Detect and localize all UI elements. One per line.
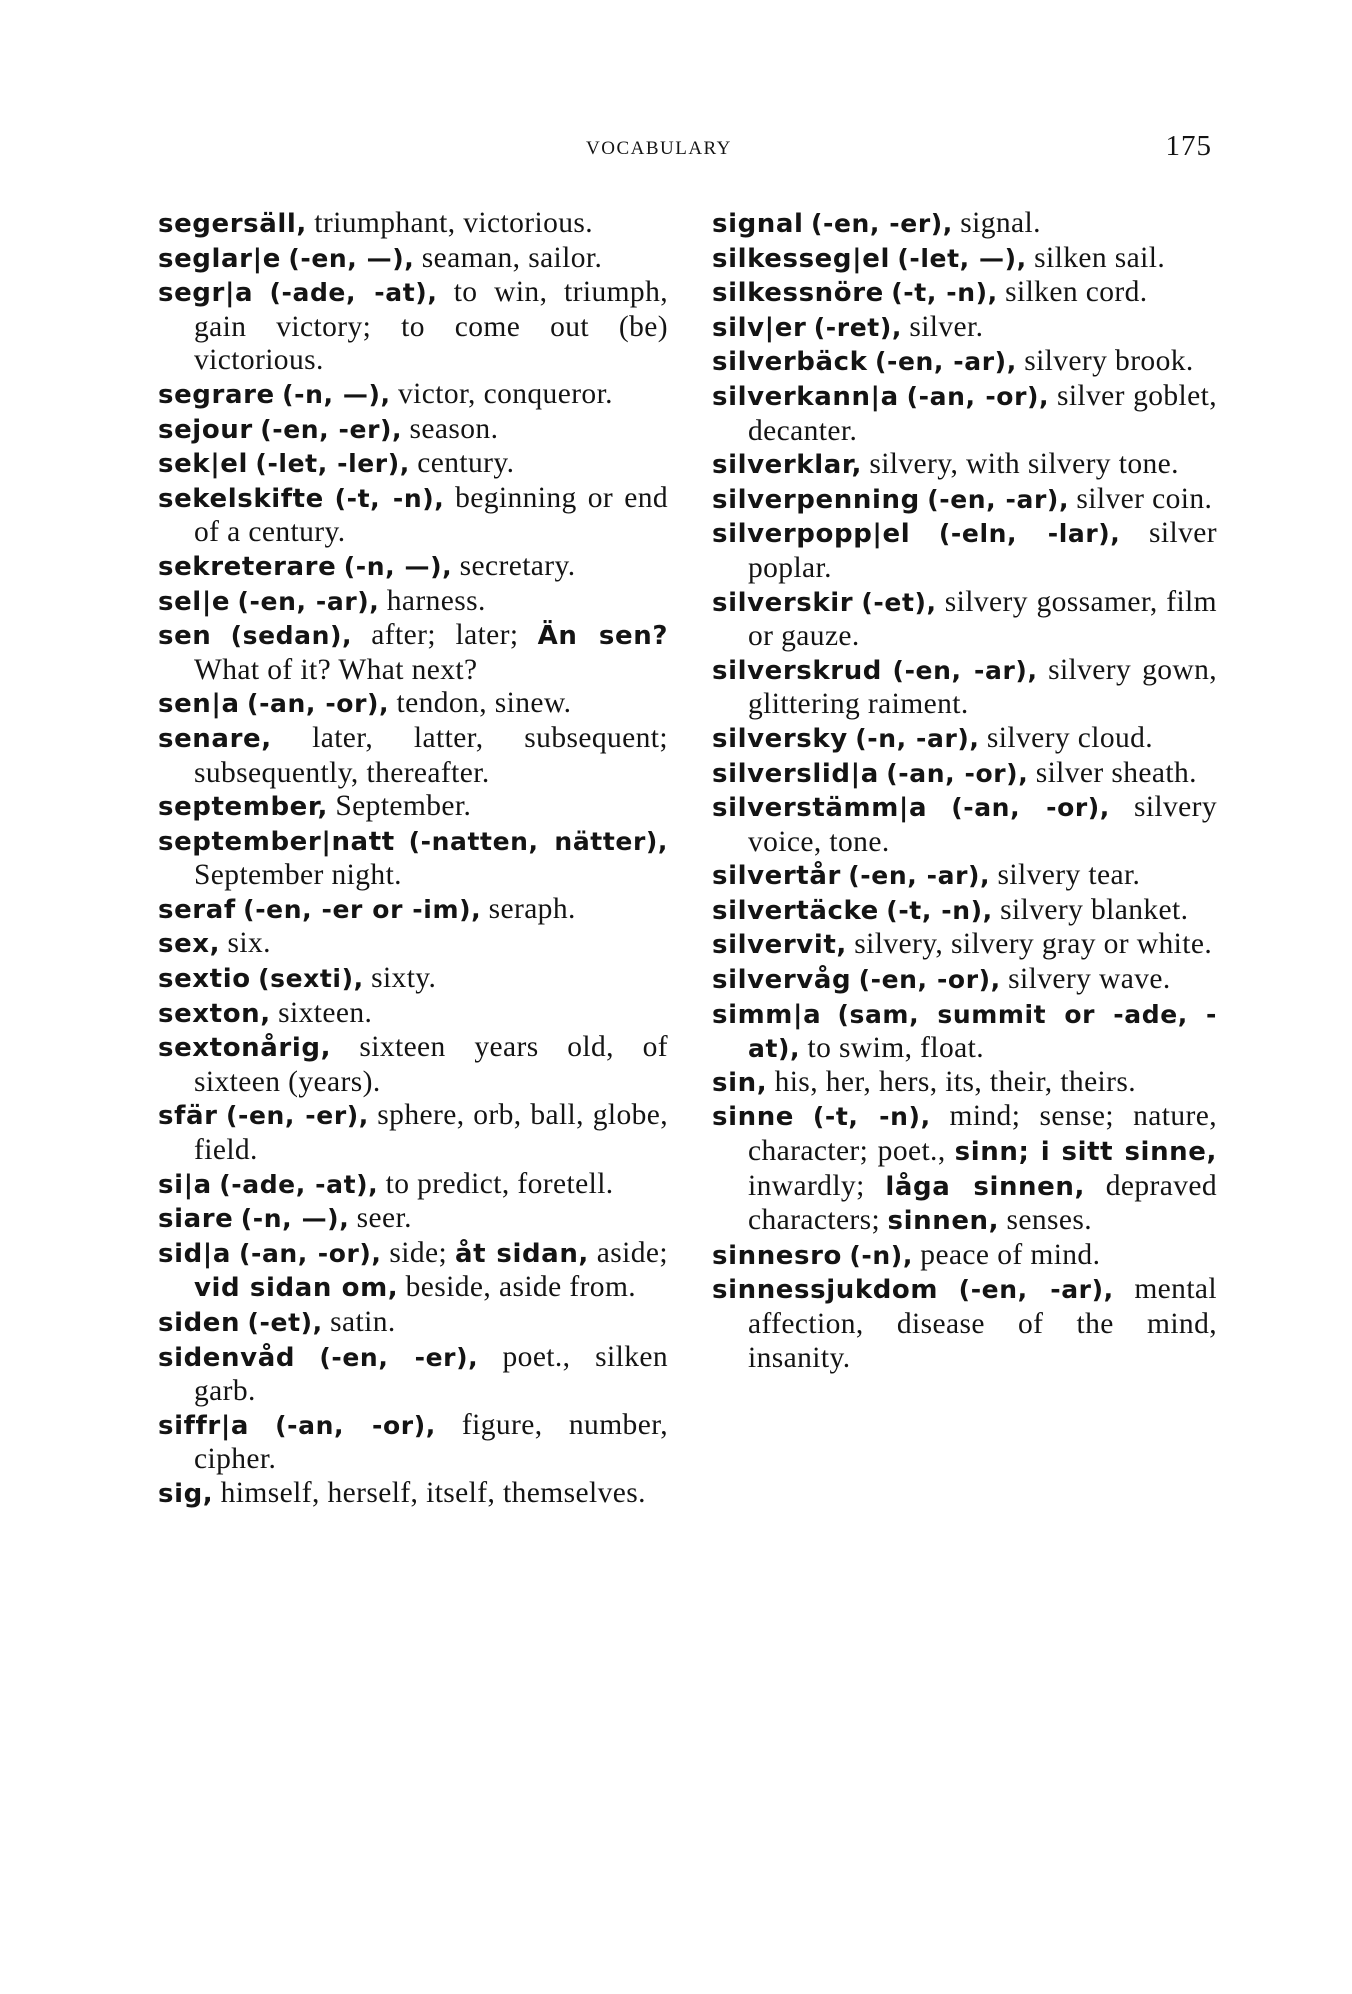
definition: silver coin.: [1076, 482, 1213, 515]
definition: beside, aside from.: [405, 1271, 637, 1304]
grammar-forms: (-en, -er or -im),: [243, 894, 482, 924]
definition: seraph.: [488, 892, 576, 925]
dictionary-entry: [158, 1099, 668, 1167]
definition: silvery voice, tone.: [748, 791, 1218, 858]
dictionary-entry: [158, 585, 668, 620]
headword: sinne: [712, 1102, 795, 1133]
dictionary-entry: [712, 757, 1217, 792]
grammar-forms: (-n, -ar),: [855, 723, 980, 753]
headword: silverklar,: [712, 450, 862, 481]
headword: sex,: [158, 929, 221, 960]
definition: signal.: [960, 207, 1041, 239]
grammar-forms: (-natten, nätter),: [408, 826, 669, 856]
dictionary-entry: [158, 550, 668, 585]
dictionary-entry: [158, 1341, 668, 1409]
headword: signal: [712, 209, 804, 239]
headword: sek|el: [158, 449, 249, 480]
dictionary-entry: [712, 345, 1217, 380]
grammar-forms: (-n),: [849, 1240, 913, 1270]
dictionary-entry: [158, 482, 668, 550]
dictionary-entry: [158, 378, 668, 413]
headword: siare: [158, 1204, 234, 1235]
definition: harness.: [386, 584, 486, 617]
dictionary-entry: [158, 962, 668, 997]
definition: silvery blanket.: [1000, 893, 1189, 926]
grammar-forms: (-eln, -lar),: [938, 519, 1121, 549]
grammar-forms: (sexti),: [258, 964, 364, 994]
headword: september|natt: [158, 826, 395, 857]
grammar-forms: (-t, -n),: [812, 1102, 931, 1132]
swedish-phrase: vid sidan om,: [194, 1273, 399, 1304]
dictionary-entry: [158, 1306, 668, 1341]
headword: sekelskifte: [158, 483, 324, 514]
definition: silken cord.: [1005, 276, 1148, 309]
headword: sidenvåd: [158, 1342, 296, 1373]
dictionary-entry: [158, 1409, 668, 1477]
headword: sig,: [158, 1478, 214, 1509]
grammar-forms: (-en, —),: [288, 243, 415, 273]
dictionary-entry: [712, 1273, 1217, 1375]
definition: satin.: [330, 1306, 396, 1338]
definition: figure, number, cipher.: [194, 1408, 669, 1476]
dictionary-entry: [712, 654, 1217, 722]
definition: silver poplar.: [748, 517, 1217, 584]
headword: senare,: [158, 723, 272, 754]
grammar-forms: (-n, —),: [343, 551, 453, 581]
headword: sen: [158, 621, 212, 652]
grammar-forms: (-an, -or),: [247, 689, 390, 719]
headword: sid|a: [158, 1238, 232, 1269]
grammar-forms: (-an, -or),: [275, 1410, 436, 1440]
definition: September night.: [194, 859, 402, 892]
dictionary-entry: [158, 825, 668, 893]
dictionary-entry: [712, 998, 1217, 1066]
grammar-forms: (-t, -n),: [886, 895, 993, 925]
headword: sextio: [158, 964, 251, 995]
grammar-forms: (-en, -ar),: [848, 861, 991, 891]
definition: silvery, with silvery tone.: [869, 448, 1179, 481]
headword: silkessnöre: [712, 278, 884, 309]
definition: his, her, hers, its, their, theirs.: [774, 1065, 1137, 1098]
definition: to win, triumph, gain victory; to come out (be) victorious.: [194, 276, 669, 377]
definition: silvery cloud.: [986, 721, 1154, 754]
grammar-forms: (-let, -ler),: [255, 449, 410, 479]
dictionary-entry: [712, 791, 1217, 859]
headword: silvervåg: [712, 965, 852, 996]
swedish-phrase: låga sinnen,: [885, 1171, 1085, 1202]
definition: to swim, float.: [807, 1032, 984, 1065]
dictionary-entry: [158, 790, 668, 825]
headword: seraf: [158, 894, 236, 925]
grammar-forms: (-n, —),: [240, 1204, 350, 1234]
dictionary-entry: [712, 242, 1217, 277]
dictionary-entry: [158, 1237, 668, 1306]
grammar-forms: (-t, -n),: [891, 278, 998, 308]
headword: silv|er: [712, 312, 807, 343]
grammar-forms: (-an, -or),: [951, 793, 1110, 823]
headword: segr|a: [158, 278, 254, 309]
grammar-forms: (-et),: [861, 587, 937, 617]
definition: aside;: [596, 1236, 669, 1269]
grammar-forms: (-en, -ar),: [958, 1275, 1114, 1305]
definition: silvery wave.: [1008, 963, 1171, 996]
dictionary-entry: [158, 619, 668, 687]
definition: silver goblet, decanter.: [748, 379, 1218, 447]
headword: silverstämm|a: [712, 793, 928, 824]
dictionary-entry: [712, 276, 1217, 311]
definition: peace of mind.: [920, 1238, 1101, 1271]
definition: silken sail.: [1034, 241, 1166, 274]
definition: seer.: [356, 1202, 412, 1235]
dictionary-entry: [158, 722, 668, 790]
grammar-forms: (-n, —),: [282, 379, 391, 409]
headword: sel|e: [158, 586, 231, 617]
dictionary-entry: [712, 207, 1217, 242]
swedish-phrase: sinn; i sitt sinne,: [954, 1137, 1217, 1168]
dictionary-entry: [712, 517, 1217, 585]
swedish-phrase: åt sidan,: [455, 1238, 589, 1269]
dictionary-entry: [712, 963, 1217, 998]
definition: season.: [409, 412, 499, 445]
definition: secretary.: [459, 549, 576, 582]
headword: segrare: [158, 379, 275, 410]
definition: sixteen.: [278, 996, 373, 1029]
dictionary-entry: [158, 997, 668, 1032]
dictionary-entry: [158, 1202, 668, 1237]
grammar-forms: (-an, -or),: [238, 1238, 382, 1268]
headword: silverskrud: [712, 655, 883, 686]
definition: six.: [227, 927, 271, 960]
grammar-forms: (-en, -er),: [260, 414, 403, 444]
definition: depraved characters;: [748, 1169, 1218, 1237]
headword: sexton,: [158, 998, 271, 1029]
dictionary-entry: [158, 242, 668, 277]
headword: segersäll,: [158, 209, 307, 239]
headword: silverslid|a: [712, 758, 879, 789]
headword: siffr|a: [158, 1410, 250, 1441]
grammar-forms: (-en, -ar),: [874, 347, 1017, 377]
dictionary-entry: [712, 928, 1217, 963]
headword: silverpopp|el: [712, 519, 911, 550]
definition: victor, conqueror.: [398, 377, 613, 410]
headword: sin,: [712, 1067, 768, 1098]
dictionary-entry: [158, 687, 668, 722]
dictionary-entry: [712, 722, 1217, 757]
grammar-forms: (-en, -ar),: [237, 586, 380, 616]
grammar-forms: (-let, —),: [897, 243, 1027, 273]
headword: silverpenning: [712, 484, 920, 515]
grammar-forms: (-t, -n),: [334, 483, 445, 513]
definition: September.: [335, 790, 472, 823]
dictionary-entry: [712, 894, 1217, 929]
definition: senses.: [1006, 1204, 1093, 1237]
grammar-forms: (-en, -er),: [225, 1101, 369, 1131]
headword: silversky: [712, 723, 848, 754]
headword: siden: [158, 1308, 241, 1338]
dictionary-entry: [158, 1477, 668, 1512]
definition: mental affection, disease of the mind, insanity.: [748, 1273, 1218, 1374]
headword: sinnessjukdom: [712, 1275, 939, 1306]
definition: century.: [417, 447, 515, 480]
headword: simm|a: [712, 999, 822, 1030]
dictionary-entry: [158, 276, 668, 378]
definition: silvery tear.: [997, 859, 1141, 892]
definition: triumphant, victorious.: [314, 207, 594, 239]
dictionary-entry: [712, 483, 1217, 518]
grammar-forms: (-en, -er),: [810, 209, 953, 238]
definition: beginning or end of a century.: [194, 481, 669, 549]
definition: tendon, sinew.: [396, 687, 572, 720]
headword: silverskir: [712, 587, 854, 618]
definition: seaman, sailor.: [421, 241, 603, 274]
definition: silvery, silvery gray or white.: [854, 928, 1213, 961]
headword: sen|a: [158, 689, 240, 720]
grammar-forms: (-en, -er),: [319, 1342, 479, 1372]
dictionary-entry: [712, 1239, 1217, 1274]
definition: poet., silken garb.: [194, 1340, 669, 1408]
dictionary-entry: [712, 586, 1217, 654]
dictionary-entry: [158, 207, 668, 242]
headword: sejour: [158, 414, 253, 445]
dictionary-entry: [712, 1066, 1217, 1101]
definition: to predict, foretell.: [385, 1167, 614, 1200]
grammar-forms: (sedan),: [230, 621, 353, 651]
definition: silver sheath.: [1035, 756, 1197, 789]
headword: silverkann|a: [712, 381, 899, 412]
headword: sinnesro: [712, 1240, 843, 1271]
definition: silvery gossamer, film or gauze.: [748, 585, 1217, 653]
dictionary-entry: [712, 859, 1217, 894]
page-number: 175: [1165, 130, 1212, 162]
dictionary-entry: [712, 448, 1217, 483]
dictionary-entry: [158, 893, 668, 928]
definition: inwardly;: [748, 1169, 865, 1202]
grammar-forms: (-en, -ar),: [892, 655, 1038, 685]
definition: side;: [389, 1236, 448, 1269]
grammar-forms: (-ade, -at),: [269, 278, 438, 308]
headword: si|a: [158, 1169, 212, 1200]
definition: later, latter, subsequent; subsequently, thereafter.: [194, 721, 668, 789]
grammar-forms: (sam, summit or -ade, -at),: [748, 999, 1217, 1064]
dictionary-entry: [158, 413, 668, 448]
headword: silkesseg|el: [712, 243, 890, 274]
running-head: VOCABULARY: [586, 138, 732, 159]
dictionary-entry: [712, 311, 1217, 346]
dictionary-entry: [712, 1100, 1217, 1238]
dictionary-entry: [712, 380, 1217, 448]
right-column: [712, 207, 1217, 1375]
headword: silverbäck: [712, 347, 868, 378]
definition: silvery gown, glittering raiment.: [748, 653, 1218, 721]
definition: What of it? What next?: [194, 653, 478, 686]
grammar-forms: (-an, -or),: [886, 758, 1029, 788]
headword: september,: [158, 792, 328, 823]
grammar-forms: (-ade, -at),: [219, 1169, 379, 1199]
grammar-forms: (-en, -ar),: [927, 484, 1070, 514]
grammar-forms: (-en, -or),: [858, 965, 1001, 995]
headword: seglar|e: [158, 243, 281, 274]
grammar-forms: (-ret),: [813, 312, 902, 342]
headword: silvervit,: [712, 930, 847, 961]
grammar-forms: (-et),: [247, 1308, 323, 1337]
dictionary-entry: [158, 447, 668, 482]
definition: himself, herself, itself, themselves.: [220, 1476, 646, 1509]
definition: sixty.: [371, 962, 437, 995]
definition: after; later;: [371, 619, 519, 652]
grammar-forms: (-an, -or),: [906, 381, 1050, 411]
dictionary-entry: [158, 927, 668, 962]
dictionary-entry: [158, 1168, 668, 1203]
headword: sekreterare: [158, 551, 337, 582]
definition: sphere, orb, ball, globe, field.: [194, 1099, 669, 1167]
swedish-phrase: Än sen?: [537, 621, 669, 652]
dictionary-entry: [158, 1031, 668, 1099]
headword: silvertår: [712, 861, 841, 892]
swedish-phrase: sinnen,: [887, 1206, 1000, 1237]
headword: silvertäcke: [712, 895, 879, 926]
definition: silvery brook.: [1024, 345, 1194, 378]
left-column: [158, 207, 668, 1512]
page-header: [0, 130, 1352, 170]
headword: sextonårig,: [158, 1033, 332, 1064]
definition: sixteen years old, of sixteen (years).: [194, 1031, 668, 1098]
headword: sfär: [158, 1101, 218, 1132]
definition: mind; sense; nature, character; poet.,: [748, 1100, 1218, 1168]
definition: silver.: [909, 310, 984, 343]
